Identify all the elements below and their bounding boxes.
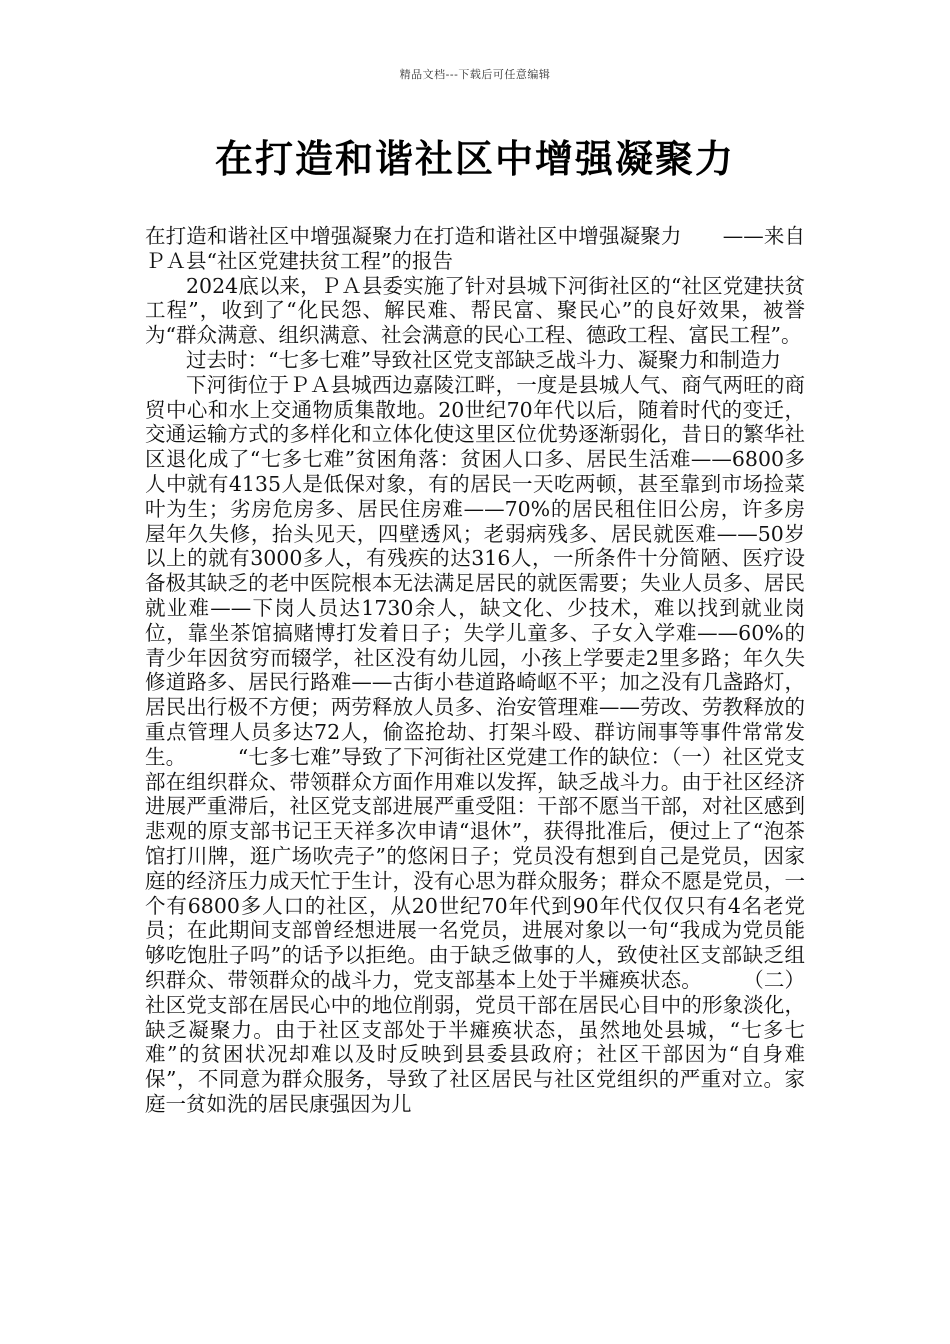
paragraph-subtitle: 在打造和谐社区中增强凝聚力在打造和谐社区中增强凝聚力 ——来自ＰＡ县“社区党建扶贫工程”的报告 (145, 224, 805, 273)
page-header-note: 精品文档---下载后可任意编辑 (399, 68, 551, 81)
paragraph-main: 下河街位于ＰＡ县城西边嘉陵江畔，一度是县城人气、商气两旺的商贸中心和水上交通物质集散地。20世纪70年代以后，随着时代的变迁，交通运输方式的多样化和立体化使这里区位优势逐渐弱化，昔日的繁华社区退化成了“七多七难”贫困角落：贫困人口多、居民生活难——6800多人中就有4135人是低保对象，有的居民一天吃两顿，甚至靠到市场捡菜叶为生；劣房危房多、居民住房难——70%的居民租住旧公房，许多房屋年久失修，抬头见天，四壁透风；老弱病残多、居民就医难——50岁以上的就有3000多人，有残疾的达316人，一所条件十分简陋、医疗设备极其缺乏的老中医院根本无法满足居民的就医需要；失业人员多、居民就业难——下岗人员达1730余人，缺文化、少技术，难以找到就业岗位，靠坐茶馆搞赌博打发着日子；失学儿童多、子女入学难——60%的青少年因贫穷而辍学，社区没有幼儿园，小孩上学要走2里多路；年久失修道路多、居民行路难——古街小巷道路崎岖不平；加之没有几盏路灯，居民出行极不方便；两劳释放人员多、治安管理难——劳改、劳教释放的重点管理人员多达72人，偷盗抢劫、打架斗殴、群访闹事等事件常常发生。 “七多七难”导致了下河街社区党建工作的缺位：（一）社区党支部在组织群众、带领群众方面作用难以发挥，缺乏战斗力。由于社区经济进展严重滞后，社区党支部进展严重受阻：干部不愿当干部，对社区感到悲观的原支部书记王天祥多次申请“退休”，获得批准后，便过上了“泡茶馆打川牌，逛广场吹壳子”的悠闲日子；党员没有想到自己是党员，因家庭的经济压力成天忙于生计，没有心思为群众服务；群众不愿是党员，一个有6800多人口的社区，从20世纪70年代到90年代仅仅只有4名老党员；在此期间支部曾经想进展一名党员，进展对象以一句“我成为党员能够吃饱肚子吗”的话予以拒绝。由于缺乏做事的人，致使社区支部缺乏组织群众、带领群众的战斗力，党支部基本上处于半瘫痪状态。 （二）社区党支部在居民心中的地位削弱，党员干部在居民心目中的形象淡化，缺乏凝聚力。由于社区支部处于半瘫痪状态，虽然地处县城，“七多七难”的贫困状况却难以及时反映到县委县政府；社区干部因为“自身难保”，不同意为群众服务，导致了社区居民与社区党组织的严重对立。家庭一贫如洗的居民康强因为儿 (145, 372, 805, 1116)
document-body (145, 224, 805, 1117)
paragraph-intro: 2024底以来，ＰＡ县委实施了针对县城下河街社区的“社区党建扶贫工程”，收到了“化民怨、解民难、帮民富、聚民心”的良好效果，被誉为“群众满意、组织满意、社会满意的民心工程、德政工程、富民工程”。 (145, 273, 805, 348)
paragraph-section-heading: 过去时：“七多七难”导致社区党支部缺乏战斗力、凝聚力和制造力 (186, 347, 781, 372)
document-title: 在打造和谐社区中增强凝聚力 (214, 137, 735, 181)
